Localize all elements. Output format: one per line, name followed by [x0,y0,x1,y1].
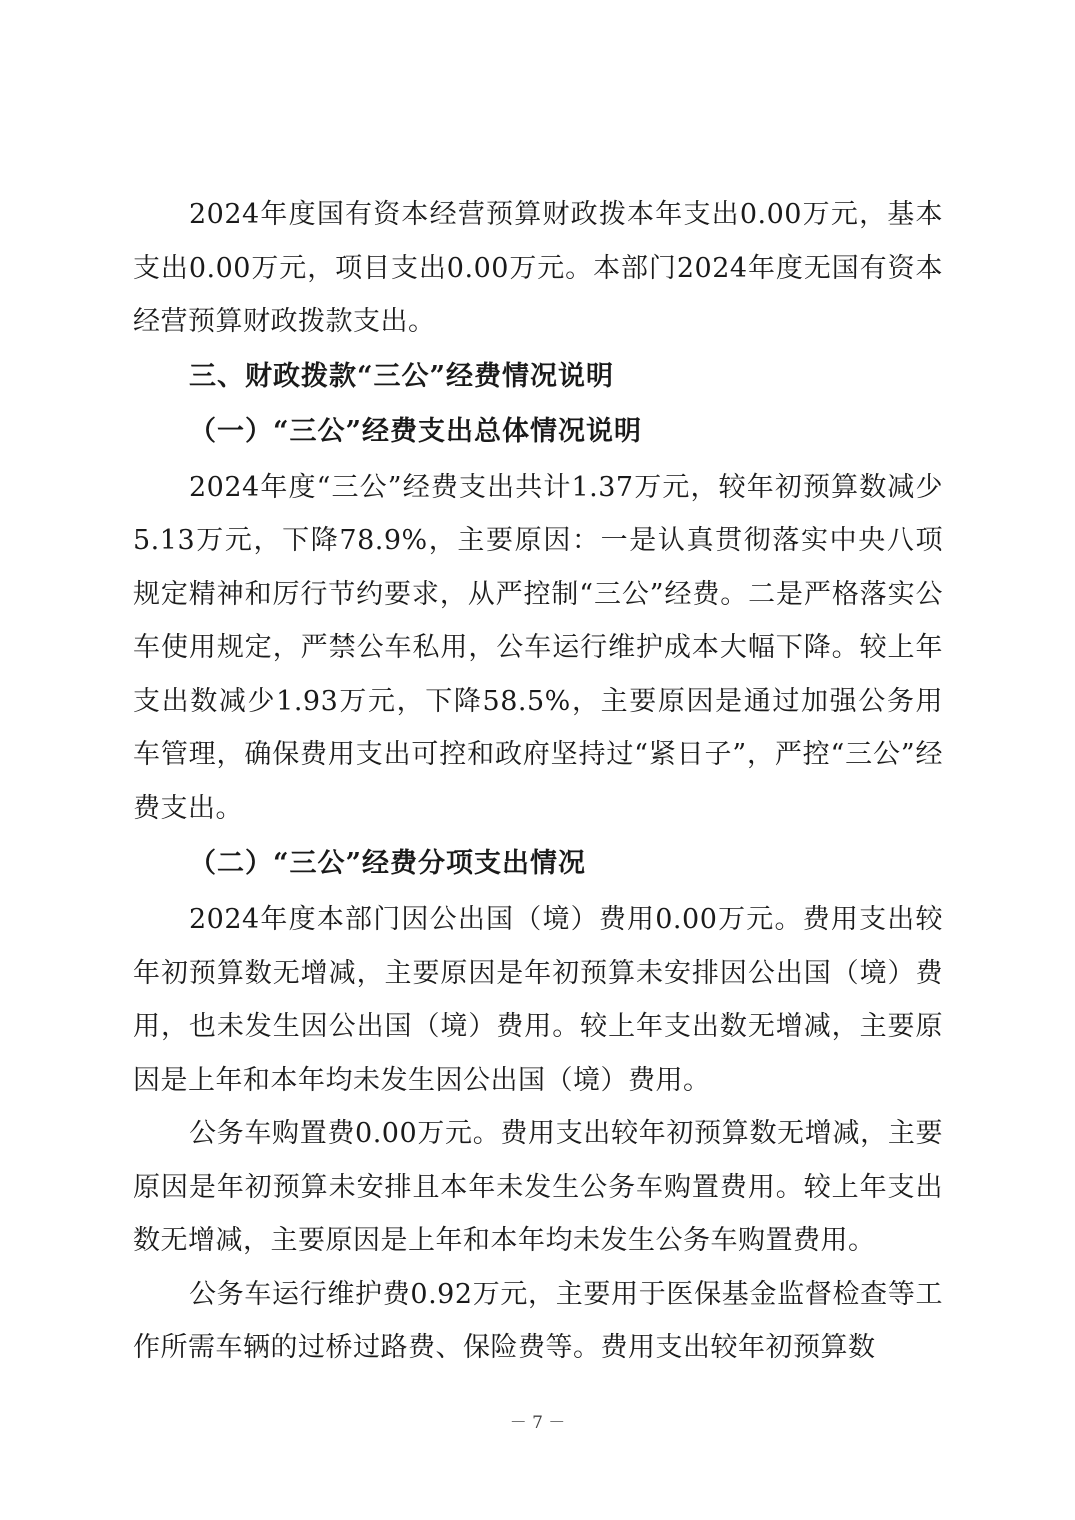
paragraph-vehicle-maintenance: 公务车运行维护费0.92万元，主要用于医保基金监督检查等工作所需车辆的过桥过路费、保险费等。费用支出较年初预算数 [133,1278,943,1363]
paragraph-vehicle-purchase: 公务车购置费0.00万元。费用支出较年初预算数无增减，主要原因是年初预算未安排且本年未发生公务车购置费用。较上年支出数无增减，主要原因是上年和本年均未发生公务车购置费用。 [133,1118,943,1256]
paragraph-overseas-travel: 2024年度本部门因公出国（境）费用0.00万元。费用支出较年初预算数无增减，主要原因是年初预算未安排因公出国（境）费用，也未发生因公出国（境）费用。较上年支出数无增减，主要原因是上年和本年均未发生因公出国（境）费用。 [133,904,943,1096]
subsection-heading-itemized: （二）“三公”经费分项支出情况 [189,848,587,879]
page-number: － 7 － [509,1413,566,1433]
document-body [133,188,943,1375]
paragraph-state-capital-budget: 2024年度国有资本经营预算财政拨本年支出0.00万元，基本支出0.00万元，项目支出0.00万元。本部门2024年度无国有资本经营预算财政拨款支出。 [133,199,943,337]
paragraph-overall-expenditure: 2024年度“三公”经费支出共计1.37万元，较年初预算数减少5.13万元，下降78.9%，主要原因：一是认真贯彻落实中央八项规定精神和厉行节约要求，从严控制“三公”经费。二是严格落实公车使用规定，严禁公车私用，公车运行维护成本大幅下降。较上年支出数减少1.93万元，下降58.5%，主要原因是通过加强公务用车管理，确保费用支出可控和政府坚持过“紧日子”，严控“三公”经费支出。 [133,471,943,824]
subsection-heading-overall: （一）“三公”经费支出总体情况说明 [189,415,643,447]
section-heading-three-public: 三、财政拨款“三公”经费情况说明 [189,360,615,392]
